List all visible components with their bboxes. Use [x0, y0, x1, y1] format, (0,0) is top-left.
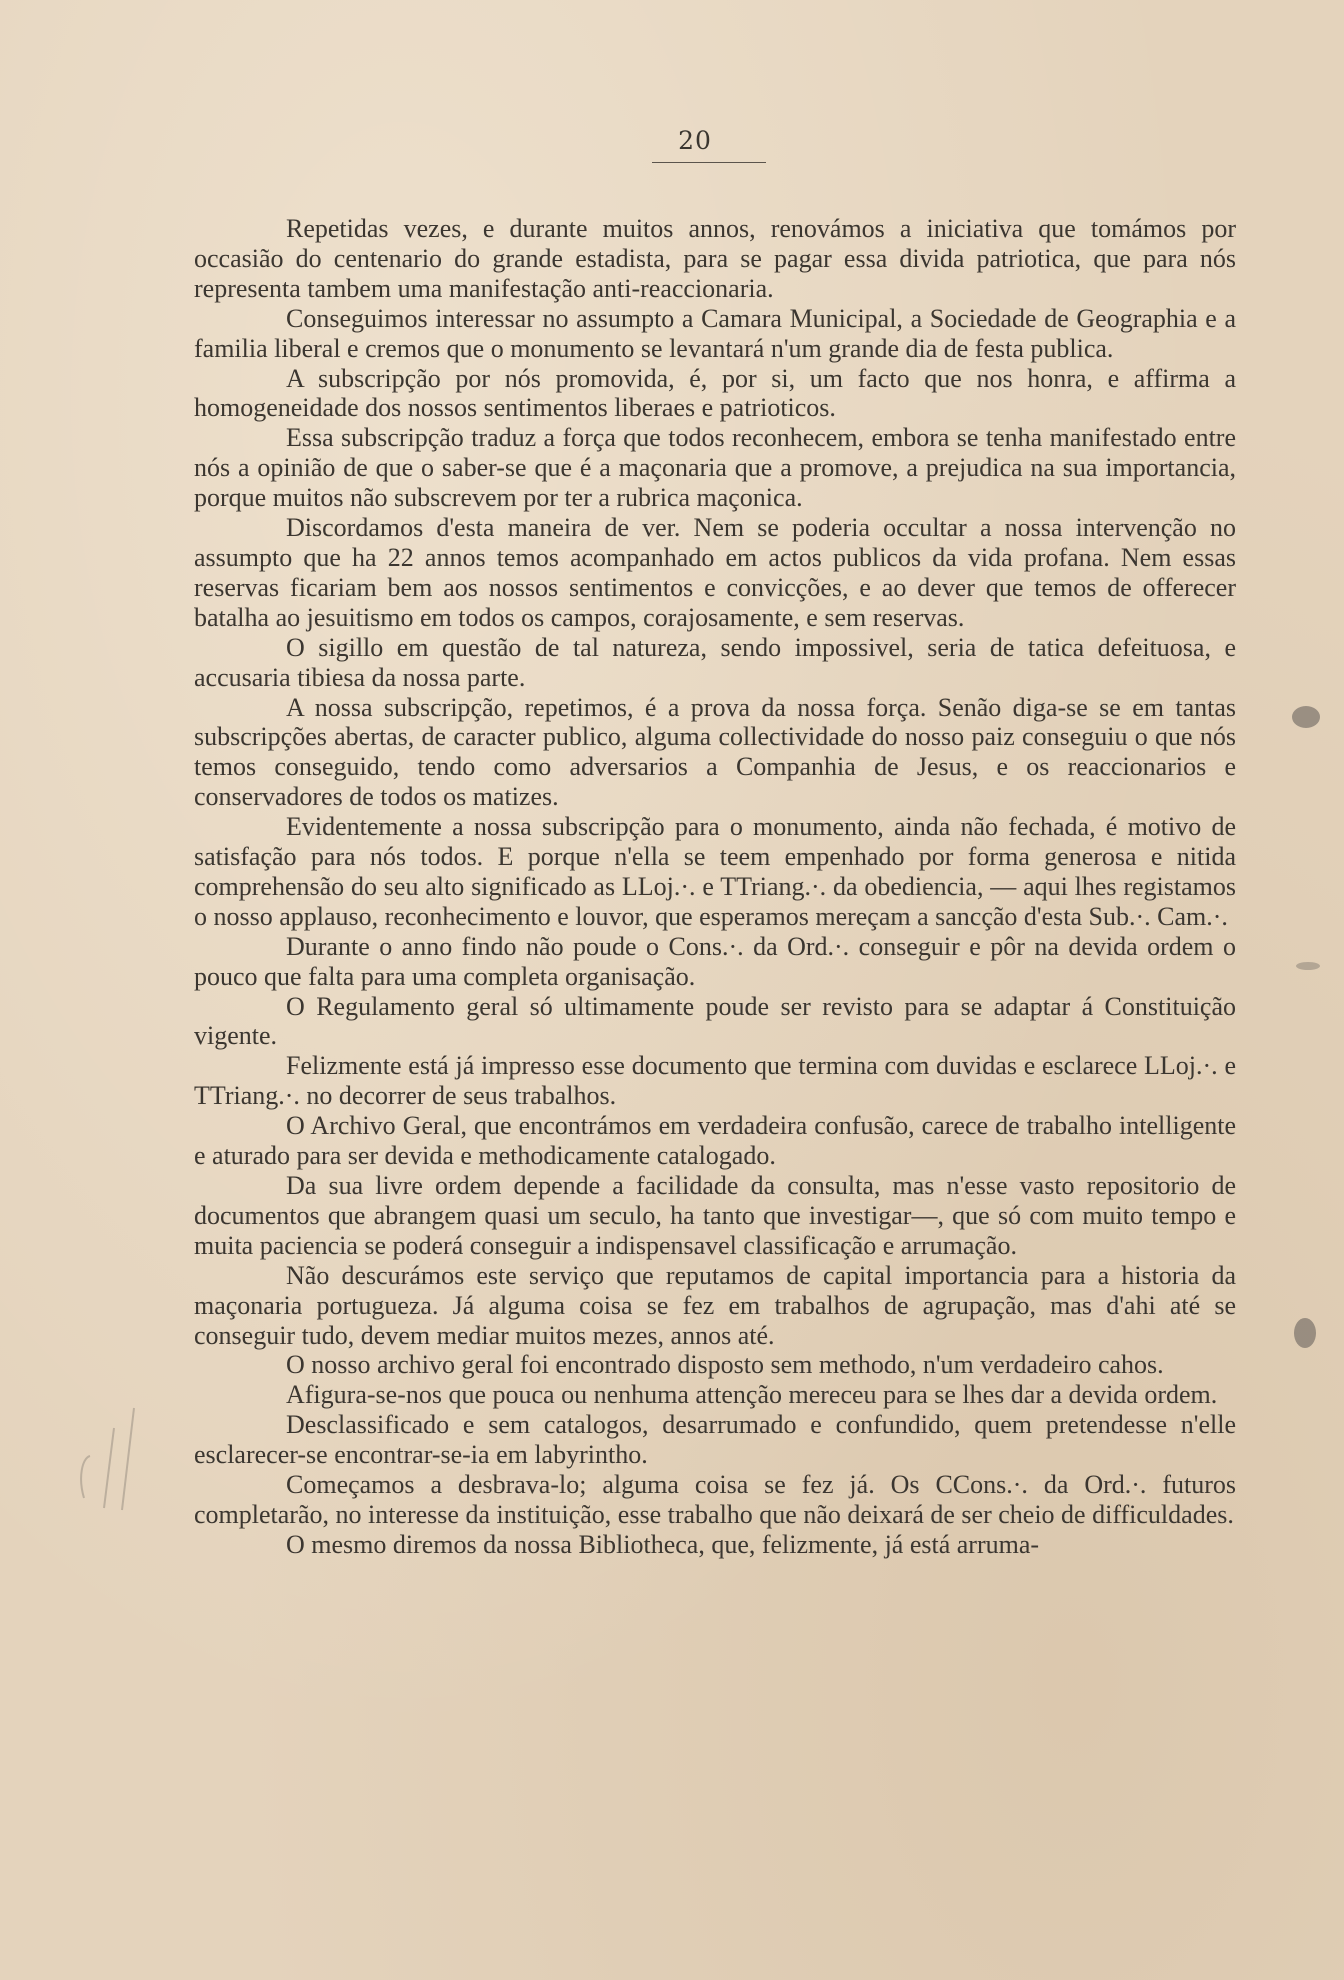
paragraph: Conseguimos interessar no assumpto a Camara Municipal, a Sociedade de Geographia e a familia liberal e cremos que o monumento se levantará n'um grande dia de festa publica. [194, 303, 1236, 363]
paragraph: Não descurámos este serviço que reputamos de capital importancia para a historia da maçonaria portugueza. Já alguma coisa se fez em trabalhos de agrupação, mas d'ahi até se conseguir tudo, devem mediar muitos mezes, annos até. [194, 1260, 1236, 1350]
paragraph: O nosso archivo geral foi encontrado disposto sem methodo, n'um verdadeiro cahos. [286, 1350, 1164, 1380]
paragraph: Evidentemente a nossa subscripção para o monumento, ainda não fechada, é motivo de satisfação para nós todos. E porque n'ella se teem empenhado por forma generosa e nitida comprehensão do seu alto significado as LLoj.·. e TTriang.·. da obediencia, — aqui lhes registamos o nosso applauso, reconhecimento e louvor, que esperamos mereçam a sancção d'esta Sub.·. Cam.·. [194, 812, 1236, 931]
paragraph: Afigura-se-nos que pouca ou nenhuma attenção mereceu para se lhes dar a devida ordem. [286, 1380, 1218, 1410]
paragraph: Da sua livre ordem depende a facilidade da consulta, mas n'esse vasto repositorio de documentos que abrangem quasi um seculo, ha tanto que investigar—, que só com muito tempo e muita paciencia se poderá conseguir a indispensavel classificação e arrumação. [194, 1171, 1236, 1260]
paragraph: A subscripção por nós promovida, é, por si, um facto que nos honra, e affirma a homogeneidade dos nossos sentimentos liberaes e patrioticos. [194, 363, 1236, 423]
paragraph: Essa subscripção traduz a força que todos reconhecem, embora se tenha manifestado entre nós a opinião de que o saber-se que é a maçonaria que a promove, a prejudica na sua importancia, porque muitos não subscrevem por ter a rubrica maçonica. [194, 423, 1236, 513]
body-text [194, 214, 1236, 1560]
paragraph: O mesmo diremos da nossa Bibliotheca, que, felizmente, já está arruma- [286, 1529, 1040, 1559]
paragraph: Felizmente está já impresso esse documento que termina com duvidas e esclarece LLoj.·. e TTriang.·. no decorrer de seus trabalhos. [194, 1051, 1236, 1111]
page-number: 20 [678, 126, 712, 155]
paragraph: Começamos a desbrava-lo; alguma coisa se fez já. Os CCons.·. da Ord.·. futuros completarão, no interesse da instituição, esse trabalho que não deixará de ser cheio de difficuldades. [194, 1470, 1236, 1529]
pencil-mark-icon [74, 1398, 164, 1518]
paragraph: Durante o anno findo não poude o Cons.·. da Ord.·. conseguir e pôr na devida ordem o pouco que falta para uma completa organisação. [194, 931, 1236, 991]
paragraph: A nossa subscripção, repetimos, é a prova da nossa força. Senão diga-se se em tantas subscripções abertas, de caracter publico, alguma collectividade do nosso paiz conseguiu o que nós temos conseguido, tendo como adversarios a Companhia de Jesus, e os reaccionarios e conservadores de todos os matizes. [194, 692, 1236, 812]
paragraph: Discordamos d'esta maneira de ver. Nem se poderia occultar a nossa intervenção no assumpto que ha 22 annos temos acompanhado em actos publicos da vida profana. Nem essas reservas ficariam bem aos nossos sentimentos e convicções, e ao dever que temos de offerecer batalha ao jesuitismo em todos os campos, corajosamente, e sem reservas. [194, 513, 1236, 632]
paper-stain [1294, 1318, 1316, 1348]
paper-stain [1296, 962, 1320, 970]
paragraph: O sigillo em questão de tal natureza, sendo impossivel, seria de tatica defeituosa, e accusaria tibiesa da nossa parte. [194, 632, 1236, 692]
page-number-rule [652, 162, 766, 163]
paragraph: Repetidas vezes, e durante muitos annos, renovámos a iniciativa que tomámos por occasião do centenario do grande estadista, para se pagar essa divida patriotica, que para nós representa tambem uma manifestação anti-reaccionaria. [194, 214, 1236, 303]
paragraph: Desclassificado e sem catalogos, desarrumado e confundido, quem pretendesse n'elle esclarecer-se encontrar-se-ia em labyrintho. [194, 1410, 1236, 1470]
paragraph: O Regulamento geral só ultimamente poude ser revisto para se adaptar á Constituição vigente. [194, 991, 1236, 1051]
paragraph: O Archivo Geral, que encontrámos em verdadeira confusão, carece de trabalho intelligente e aturado para ser devida e methodicamente catalogado. [194, 1111, 1236, 1171]
paper-stain [1292, 706, 1320, 728]
